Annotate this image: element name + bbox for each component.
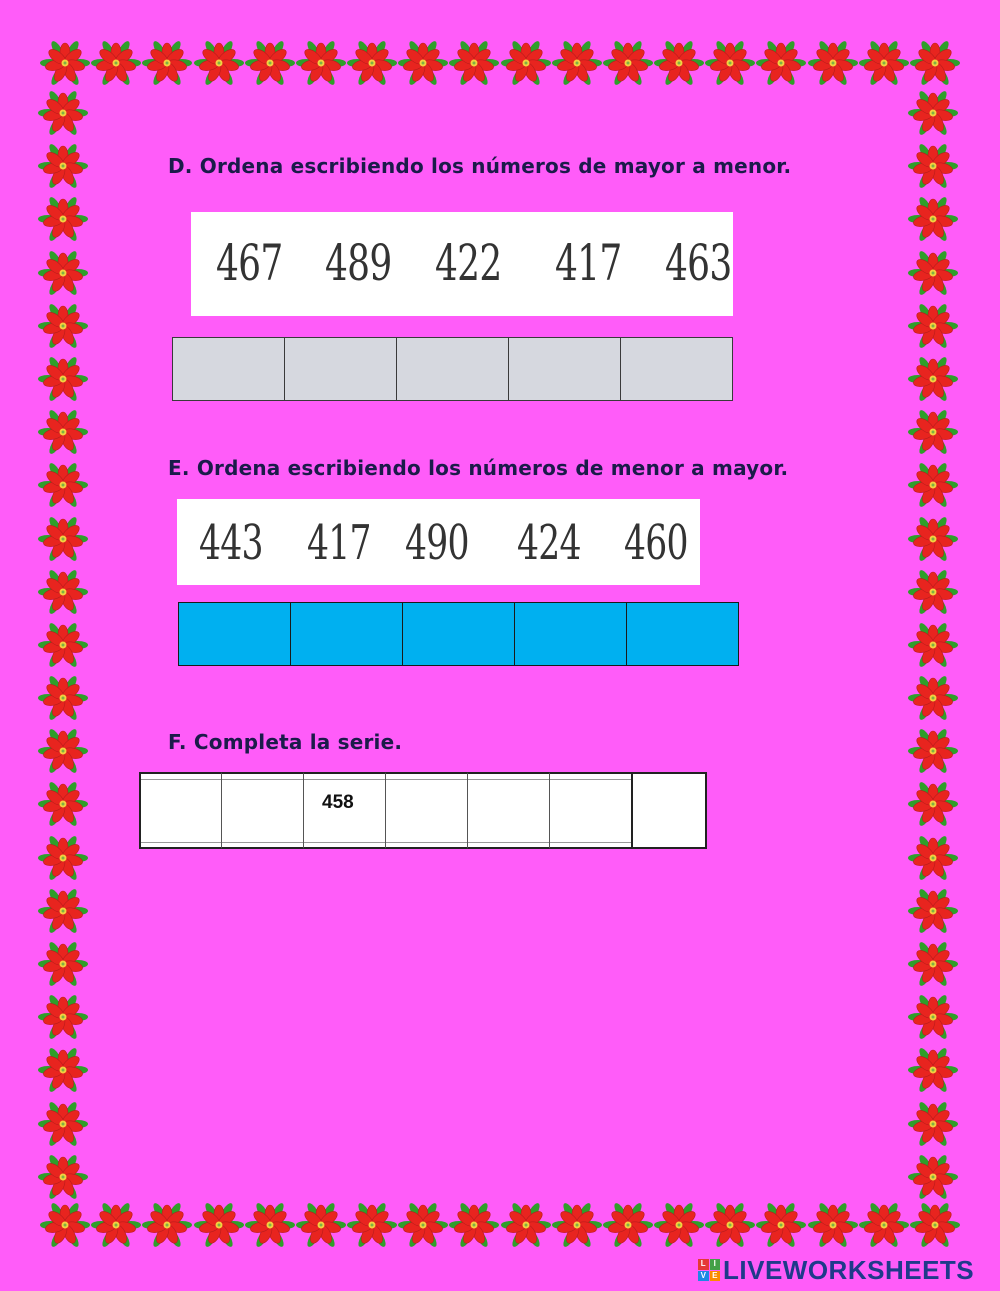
poinsettia-icon [654, 1200, 704, 1250]
poinsettia-icon [910, 38, 960, 88]
poinsettia-icon [142, 1200, 192, 1250]
poinsettia-icon [908, 673, 958, 723]
series-answer-field[interactable] [467, 772, 549, 849]
section-d-number: 467 [216, 234, 283, 292]
poinsettia-icon [908, 354, 958, 404]
poinsettia-icon [705, 38, 755, 88]
flower-border-right [908, 88, 960, 1202]
section-e-number: 424 [517, 515, 581, 571]
poinsettia-icon [38, 1099, 88, 1149]
poinsettia-icon [449, 38, 499, 88]
poinsettia-icon [38, 248, 88, 298]
poinsettia-icon [38, 301, 88, 351]
flower-border-bottom [40, 1200, 960, 1252]
poinsettia-icon [38, 567, 88, 617]
logo-mark-letter: L [698, 1259, 709, 1270]
poinsettia-icon [38, 992, 88, 1042]
poinsettia-icon [91, 1200, 141, 1250]
poinsettia-icon [38, 833, 88, 883]
poinsettia-icon [501, 38, 551, 88]
poinsettia-icon [908, 833, 958, 883]
series-given-cell [303, 772, 385, 849]
poinsettia-icon [908, 992, 958, 1042]
poinsettia-icon [194, 1200, 244, 1250]
poinsettia-icon [296, 38, 346, 88]
section-e-number-box [177, 499, 700, 585]
series-answer-field[interactable] [139, 772, 221, 849]
logo-mark-letter: V [698, 1271, 709, 1282]
answer-field[interactable] [508, 337, 621, 401]
poinsettia-icon [552, 38, 602, 88]
poinsettia-icon [908, 779, 958, 829]
section-d-number: 422 [435, 234, 502, 292]
poinsettia-icon [501, 1200, 551, 1250]
poinsettia-icon [908, 886, 958, 936]
poinsettia-icon [603, 38, 653, 88]
poinsettia-icon [859, 38, 909, 88]
answer-field[interactable] [620, 337, 733, 401]
poinsettia-icon [142, 38, 192, 88]
poinsettia-icon [603, 1200, 653, 1250]
series-answer-field[interactable] [631, 772, 707, 849]
answer-field[interactable] [626, 602, 739, 666]
poinsettia-icon [908, 514, 958, 564]
poinsettia-icon [38, 673, 88, 723]
liveworksheets-logo-icon [698, 1259, 720, 1281]
poinsettia-icon [38, 726, 88, 776]
answer-field[interactable] [178, 602, 291, 666]
series-answer-field[interactable] [385, 772, 467, 849]
poinsettia-icon [908, 939, 958, 989]
poinsettia-icon [38, 514, 88, 564]
logo-mark-letter: E [710, 1271, 721, 1282]
poinsettia-icon [908, 460, 958, 510]
liveworksheets-logo-text: LIVEWORKSHEETS [723, 1254, 975, 1285]
poinsettia-icon [38, 194, 88, 244]
poinsettia-icon [908, 1099, 958, 1149]
poinsettia-icon [398, 1200, 448, 1250]
flower-border-top [40, 38, 960, 90]
poinsettia-icon [38, 939, 88, 989]
section-d-number: 417 [555, 234, 622, 292]
poinsettia-icon [908, 248, 958, 298]
poinsettia-icon [91, 38, 141, 88]
poinsettia-icon [38, 141, 88, 191]
section-e-number: 443 [199, 515, 263, 571]
answer-field[interactable] [172, 337, 285, 401]
section-d-heading: D. Ordena escribiendo los números de mayor a menor. [168, 154, 792, 178]
answer-field[interactable] [284, 337, 397, 401]
section-e-heading: E. Ordena escribiendo los números de menor a mayor. [168, 456, 789, 480]
series-given-value: 458 [322, 792, 354, 813]
section-e-number: 417 [307, 515, 371, 571]
poinsettia-icon [908, 194, 958, 244]
poinsettia-icon [38, 407, 88, 457]
poinsettia-icon [398, 38, 448, 88]
poinsettia-icon [40, 1200, 90, 1250]
poinsettia-icon [908, 301, 958, 351]
answer-field[interactable] [514, 602, 627, 666]
poinsettia-icon [38, 460, 88, 510]
poinsettia-icon [38, 1045, 88, 1095]
poinsettia-icon [859, 1200, 909, 1250]
poinsettia-icon [38, 1152, 88, 1202]
poinsettia-icon [347, 38, 397, 88]
section-e-number: 460 [624, 515, 688, 571]
series-answer-field[interactable] [549, 772, 631, 849]
poinsettia-icon [908, 1152, 958, 1202]
poinsettia-icon [654, 38, 704, 88]
flower-border-left [38, 88, 90, 1202]
poinsettia-icon [38, 620, 88, 670]
poinsettia-icon [38, 88, 88, 138]
poinsettia-icon [910, 1200, 960, 1250]
poinsettia-icon [245, 38, 295, 88]
section-d-number-box [191, 212, 733, 316]
poinsettia-icon [552, 1200, 602, 1250]
answer-field[interactable] [402, 602, 515, 666]
poinsettia-icon [347, 1200, 397, 1250]
poinsettia-icon [194, 38, 244, 88]
section-d-number: 489 [325, 234, 392, 292]
poinsettia-icon [756, 38, 806, 88]
answer-field[interactable] [290, 602, 403, 666]
poinsettia-icon [908, 726, 958, 776]
poinsettia-icon [908, 1045, 958, 1095]
poinsettia-icon [908, 620, 958, 670]
poinsettia-icon [449, 1200, 499, 1250]
section-d-number: 463 [665, 234, 732, 292]
poinsettia-icon [705, 1200, 755, 1250]
poinsettia-icon [38, 779, 88, 829]
series-row [139, 772, 707, 849]
section-e-answer-row [178, 602, 739, 666]
series-answer-field[interactable] [221, 772, 303, 849]
poinsettia-icon [245, 1200, 295, 1250]
liveworksheets-logo [698, 1254, 975, 1285]
poinsettia-icon [40, 38, 90, 88]
logo-mark-letter: I [710, 1259, 721, 1270]
section-e-number: 490 [405, 515, 469, 571]
poinsettia-icon [808, 38, 858, 88]
poinsettia-icon [908, 88, 958, 138]
poinsettia-icon [756, 1200, 806, 1250]
poinsettia-icon [808, 1200, 858, 1250]
poinsettia-icon [38, 886, 88, 936]
section-d-answer-row [172, 337, 733, 401]
poinsettia-icon [908, 407, 958, 457]
section-f-heading: F. Completa la serie. [168, 730, 403, 754]
poinsettia-icon [38, 354, 88, 404]
answer-field[interactable] [396, 337, 509, 401]
poinsettia-icon [296, 1200, 346, 1250]
poinsettia-icon [908, 567, 958, 617]
poinsettia-icon [908, 141, 958, 191]
